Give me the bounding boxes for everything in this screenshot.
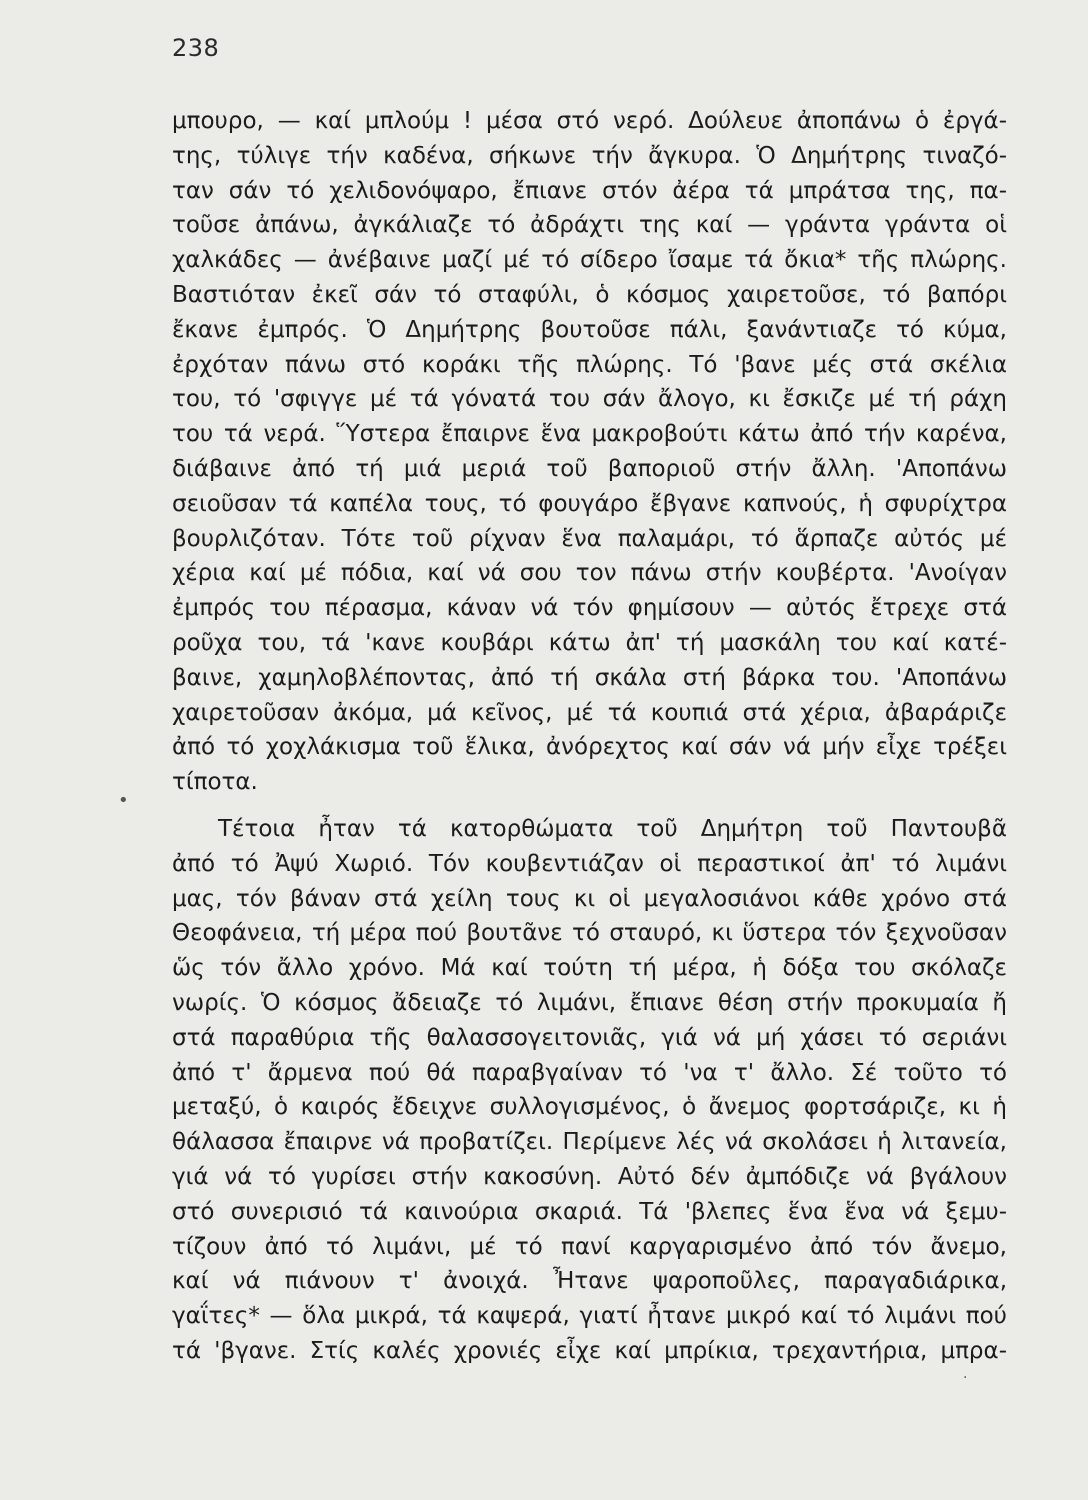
paragraph-gap — [172, 800, 1007, 812]
text-line: ἀπό τ' ἄρμενα πού θά παραβγαίναν τό 'να τ' ἄλλο. Σέ τοῦτο τό — [172, 1059, 1007, 1086]
text-line: χέρια καί μέ πόδια, καί νά σου τον πάνω στήν κουβέρτα. 'Ανοίγαν — [172, 560, 1007, 587]
text-line: βουρλιζόταν. Τότε τοῦ ρίχναν ἕνα παλαμάρι, τό ἅρπαζε αὐτός μέ — [172, 525, 1007, 552]
text-line: θάλασσα ἔπαιρνε νά προβατίζει. Περίμενε λές νά σκολάσει ἡ λιτανεία, — [172, 1129, 1007, 1156]
text-line: ἔκανε ἐμπρός. Ὁ Δημήτρης βουτοῦσε πάλι, ξανάντιαζε τό κύμα, — [172, 316, 1007, 343]
page-number: 238 — [172, 34, 220, 62]
text-line: βαινε, χαμηλοβλέποντας, ἀπό τή σκάλα στή βάρκα του. 'Αποπάνω — [172, 664, 1007, 691]
text-line: ἀπό τό Ἀψύ Χωριό. Τόν κουβεντιάζαν οἱ περαστικοί ἀπ' τό λιμάνι — [172, 850, 1007, 877]
paragraph-1 — [172, 104, 1007, 800]
text-line: στά παραθύρια τῆς θαλασσογειτονιᾶς, γιά νά μή χάσει τό σεριάνι — [172, 1024, 1007, 1051]
text-line: μεταξύ, ὁ καιρός ἔδειχνε συλλογισμένος, ὁ ἄνεμος φορτσάριζε, κι ἡ — [172, 1094, 1007, 1121]
text-line: τοῦσε ἀπάνω, ἀγκάλιαζε τό ἀδράχτι της καί — γράντα γράντα οἱ — [172, 212, 1007, 239]
text-line: μπουρο, — καί μπλούμ ! μέσα στό νερό. Δούλευε ἀποπάνω ὁ ἐργά- — [172, 108, 1007, 134]
text-line: χαλκάδες — ἀνέβαινε μαζί μέ τό σίδερο ἴσαμε τά ὄκια* τῆς πλώρης. — [172, 247, 1007, 274]
text-line: ἐρχόταν πάνω στό κοράκι τῆς πλώρης. Τό 'βανε μές στά σκέλια — [172, 351, 1007, 378]
text-line: ροῦχα του, τά 'κανε κουβάρι κάτω ἀπ' τή μασκάλη του καί κατέ- — [172, 629, 1007, 656]
text-line: διάβαινε ἀπό τή μιά μεριά τοῦ βαποριοῦ στήν ἄλλη. 'Αποπάνω — [172, 455, 1007, 482]
text-line: ἀπό τό χοχλάκισμα τοῦ ἕλικα, ἀνόρεχτος καί σάν νά μήν εἶχε τρέξει — [172, 734, 1007, 761]
text-line: μας, τόν βάναν στά χείλη τους κι οἱ μεγαλοσιάνοι κάθε χρόνο στά — [172, 885, 1007, 912]
text-line: νωρίς. Ὁ κόσμος ἄδειαζε τό λιμάνι, ἔπιανε θέση στήν προκυμαία ἤ — [172, 989, 1007, 1016]
text-line: Θεοφάνεια, τή μέρα πού βουτᾶνε τό σταυρό, κι ὕστερα τόν ξεχνοῦσαν — [172, 920, 1007, 947]
text-line: Βαστιόταν ἐκεῖ σάν τό σταφύλι, ὁ κόσμος χαιρετοῦσε, τό βαπόρι — [172, 281, 1007, 308]
text-line: γιά νά τό γυρίσει στήν κακοσύνη. Αὐτό δέν ἀμπόδιζε νά βγάλουν — [172, 1163, 1007, 1190]
text-line: ταν σάν τό χελιδονόψαρο, ἔπιανε στόν ἀέρα τά μπράτσα της, πα- — [172, 177, 1007, 204]
text-line: του, τό 'σφιγγε μέ τά γόνατά του σάν ἄλογο, κι ἔσκιζε μέ τή ράχη — [172, 386, 1007, 413]
body-text — [172, 104, 1007, 1369]
margin-dot: • — [118, 790, 129, 811]
corner-dot: · — [963, 1370, 968, 1386]
text-line: Τέτοια ἦταν τά κατορθώματα τοῦ Δημήτρη τοῦ Παντουβᾶ — [218, 815, 1007, 842]
text-line: του τά νερά. Ὕστερα ἔπαιρνε ἕνα μακροβούτι κάτω ἀπό τήν καρένα, — [172, 421, 1007, 448]
text-line: τίποτα. — [172, 769, 258, 796]
text-line: τίζουν ἀπό τό λιμάνι, μέ τό πανί καργαρισμένο ἀπό τόν ἄνεμο, — [172, 1233, 1007, 1260]
text-line: ὥς τόν ἄλλο χρόνο. Μά καί τούτη τή μέρα, ἡ δόξα του σκόλαζε — [172, 955, 1007, 982]
text-line: ἐμπρός του πέρασμα, κάναν νά τόν φημίσουν — αὐτός ἔτρεχε στά — [172, 595, 1007, 622]
text-line: χαιρετοῦσαν ἀκόμα, μά κεῖνος, μέ τά κουπιά στά χέρια, ἀβαράριζε — [172, 699, 1007, 726]
text-line: στό συνερισιό τά καινούρια σκαριά. Τά 'βλεπες ἕνα ἕνα νά ξεμυ- — [172, 1198, 1007, 1225]
text-line: καί νά πιάνουν τ' ἀνοιχά. Ἦτανε ψαροποῦλες, παραγαδιάρικα, — [172, 1268, 1007, 1295]
text-line: της, τύλιγε τήν καδένα, σήκωνε τήν ἄγκυρα. Ὁ Δημήτρης τιναζό- — [172, 142, 1007, 169]
text-line: τά 'βγανε. Στίς καλές χρονιές εἶχε καί μπρίκια, τρεχαντήρια, μπρα- — [172, 1337, 1007, 1364]
paragraph-2 — [172, 812, 1007, 1369]
text-line: σειοῦσαν τά καπέλα τους, τό φουγάρο ἔβγανε καπνούς, ἡ σφυρίχτρα — [172, 490, 1007, 517]
text-line: γαΐτες* — ὅλα μικρά, τά καψερά, γιατί ἦτανε μικρό καί τό λιμάνι πού — [172, 1303, 1007, 1330]
